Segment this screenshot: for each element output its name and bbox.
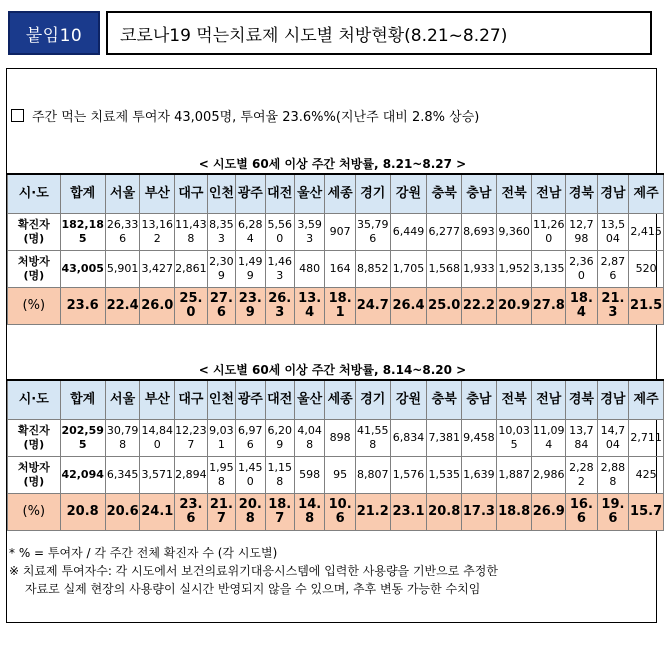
table-cell: 13,504 [597,214,629,251]
table-cell: 2,360 [566,251,598,288]
table-cell: 35,796 [355,214,390,251]
table-cell: 21.3 [597,288,629,325]
table-cell: 13.4 [294,288,324,325]
summary-text: 주간 먹는 치료제 투여자 43,005명, 투여율 23.6%%(지난주 대비 2.8% 상승) [32,110,480,125]
footnotes [9,544,654,598]
table-cell: 5,901 [105,251,140,288]
column-header: 시·도 [8,380,61,420]
table-cell: 2,415 [629,214,664,251]
table-cell: 12,237 [175,420,208,457]
table-cell: 23.6 [175,494,208,531]
column-header: 경기 [355,380,390,420]
column-header: 인천 [207,174,235,214]
checkbox-bullet-icon [11,109,24,122]
table-cell: 17.3 [462,494,497,531]
table-cell: 6,834 [390,420,427,457]
column-header: 대구 [175,174,208,214]
table-cell: 425 [629,457,664,494]
summary-line [11,106,479,125]
page-title: 코로나19 먹는치료제 시도별 처방현황(8.21~8.27) [106,11,652,55]
column-header: 경기 [355,174,390,214]
table-cell: 14,704 [597,420,629,457]
table-cell: 6,209 [265,420,294,457]
table-cell: 15.7 [629,494,664,531]
attachment-tag: 붙임10 [8,11,100,55]
row-label: 확진자(명) [8,420,61,457]
table-cell: 26.9 [532,494,566,531]
total-cell: 20.8 [60,494,105,531]
table-cell: 2,986 [532,457,566,494]
table-cell: 16.6 [566,494,598,531]
column-header: 강원 [390,174,427,214]
table-cell: 598 [294,457,324,494]
column-header: 전남 [532,380,566,420]
table-cell: 13,784 [566,420,598,457]
table-cell: 10,035 [496,420,532,457]
table-cell: 907 [325,214,355,251]
table-cell: 14,840 [140,420,175,457]
column-header: 세종 [325,174,355,214]
table-current-week [7,173,664,325]
table-cell: 1,158 [265,457,294,494]
column-header: 세종 [325,380,355,420]
table-cell: 14.8 [294,494,324,531]
table-cell: 1,952 [496,251,532,288]
table-cell: 20.8 [427,494,462,531]
table-cell: 4,048 [294,420,324,457]
table-cell: 26.0 [140,288,175,325]
table-cell: 6,449 [390,214,427,251]
table-caption-current: < 시도별 60세 이상 주간 처방률, 8.21~8.27 > [198,157,467,171]
table-cell: 2,309 [207,251,235,288]
column-header: 제주 [629,174,664,214]
table-cell: 23.9 [236,288,265,325]
column-header: 충남 [462,174,497,214]
table-cell: 9,458 [462,420,497,457]
table-cell: 18.7 [265,494,294,531]
table-cell: 6,284 [236,214,265,251]
column-header: 합계 [60,174,105,214]
table-cell: 18.8 [496,494,532,531]
table-cell: 18.1 [325,288,355,325]
table-cell: 11,094 [532,420,566,457]
table-cell: 8,693 [462,214,497,251]
column-header: 강원 [390,380,427,420]
table-caption-previous: < 시도별 60세 이상 주간 처방률, 8.14~8.20 > [198,363,467,377]
row-label: 처방자(명) [8,251,61,288]
total-cell: 43,005 [60,251,105,288]
table-cell: 41,558 [355,420,390,457]
table-cell: 520 [629,251,664,288]
column-header: 부산 [140,380,175,420]
column-header: 경남 [597,174,629,214]
table-cell: 3,593 [294,214,324,251]
table-cell: 6,345 [105,457,140,494]
column-header: 전북 [496,174,532,214]
row-label: 처방자(명) [8,457,61,494]
column-header: 충북 [427,380,462,420]
table-cell: 27.6 [207,288,235,325]
table-cell: 24.7 [355,288,390,325]
column-header: 인천 [207,380,235,420]
table-cell: 21.5 [629,288,664,325]
table-cell: 8,353 [207,214,235,251]
footnote-formula: * % = 투여자 / 각 주간 전체 확진자 수 (각 시도별) [9,546,278,560]
table-cell: 7,381 [427,420,462,457]
table-cell: 1,933 [462,251,497,288]
table-cell: 21.2 [355,494,390,531]
table-cell: 9,360 [496,214,532,251]
table-cell: 23.1 [390,494,427,531]
table-cell: 164 [325,251,355,288]
table-cell: 1,705 [390,251,427,288]
table-cell: 2,282 [566,457,598,494]
table-cell: 2,894 [175,457,208,494]
column-header: 합계 [60,380,105,420]
column-header: 경남 [597,380,629,420]
table-row [8,214,664,251]
table-cell: 22.2 [462,288,497,325]
table-cell: 20.6 [105,494,140,531]
table-row [8,457,664,494]
table-cell: 3,135 [532,251,566,288]
table-cell: 26.4 [390,288,427,325]
table-row [8,251,664,288]
column-header: 광주 [236,174,265,214]
header-row [8,174,664,214]
table-cell: 1,958 [207,457,235,494]
column-header: 경북 [566,174,598,214]
table-cell: 9,031 [207,420,235,457]
total-cell: 23.6 [60,288,105,325]
table-cell: 480 [294,251,324,288]
table-row [8,494,664,531]
column-header: 서울 [105,380,140,420]
table-cell: 1,639 [462,457,497,494]
table-cell: 1,499 [236,251,265,288]
table-cell: 6,277 [427,214,462,251]
table-cell: 1,463 [265,251,294,288]
column-header: 울산 [294,380,324,420]
table-cell: 95 [325,457,355,494]
table-cell: 21.7 [207,494,235,531]
total-cell: 42,094 [60,457,105,494]
column-header: 울산 [294,174,324,214]
table-cell: 2,888 [597,457,629,494]
table-cell: 26.3 [265,288,294,325]
table-cell: 1,450 [236,457,265,494]
table-cell: 898 [325,420,355,457]
column-header: 부산 [140,174,175,214]
table-cell: 1,887 [496,457,532,494]
column-header: 대구 [175,380,208,420]
header [0,0,663,66]
table-cell: 8,807 [355,457,390,494]
column-header: 충북 [427,174,462,214]
table-cell: 30,798 [105,420,140,457]
footnote-disclaimer: ※ 치료제 투여자수: 각 시도에서 보건의료위기대응시스템에 입력한 사용량을 기반으로 추정한 [9,564,498,578]
row-label: (%) [8,494,61,531]
table-cell: 6,976 [236,420,265,457]
table-cell: 8,852 [355,251,390,288]
table-cell: 1,576 [390,457,427,494]
column-header: 광주 [236,380,265,420]
column-header: 전남 [532,174,566,214]
table-cell: 25.0 [427,288,462,325]
table-cell: 11,260 [532,214,566,251]
table-row [8,288,664,325]
table-cell: 20.9 [496,288,532,325]
table-row [8,420,664,457]
table-cell: 18.4 [566,288,598,325]
table-cell: 12,798 [566,214,598,251]
row-label: 확진자(명) [8,214,61,251]
table-cell: 22.4 [105,288,140,325]
table-cell: 25.0 [175,288,208,325]
table-previous-week [7,379,664,531]
table-cell: 13,162 [140,214,175,251]
table-cell: 27.8 [532,288,566,325]
row-label: (%) [8,288,61,325]
column-header: 전북 [496,380,532,420]
column-header: 제주 [629,380,664,420]
header-row [8,380,664,420]
column-header: 시·도 [8,174,61,214]
table-cell: 2,876 [597,251,629,288]
column-header: 충남 [462,380,497,420]
column-header: 대전 [265,174,294,214]
content-frame [6,68,663,623]
column-header: 경북 [566,380,598,420]
table-cell: 5,560 [265,214,294,251]
column-header: 대전 [265,380,294,420]
table-cell: 3,571 [140,457,175,494]
total-cell: 182,185 [60,214,105,251]
table-cell: 2,861 [175,251,208,288]
table-cell: 19.6 [597,494,629,531]
table-cell: 2,711 [629,420,664,457]
table-cell: 26,336 [105,214,140,251]
footnote-disclaimer-cont: 자료로 실제 현장의 사용량이 실시간 반영되지 않을 수 있으며, 추후 변동 가능한 수치임 [25,582,481,596]
column-header: 서울 [105,174,140,214]
total-cell: 202,595 [60,420,105,457]
table-cell: 1,568 [427,251,462,288]
table-cell: 10.6 [325,494,355,531]
table-cell: 3,427 [140,251,175,288]
table-cell: 1,535 [427,457,462,494]
table-cell: 20.8 [236,494,265,531]
table-cell: 24.1 [140,494,175,531]
table-cell: 11,438 [175,214,208,251]
